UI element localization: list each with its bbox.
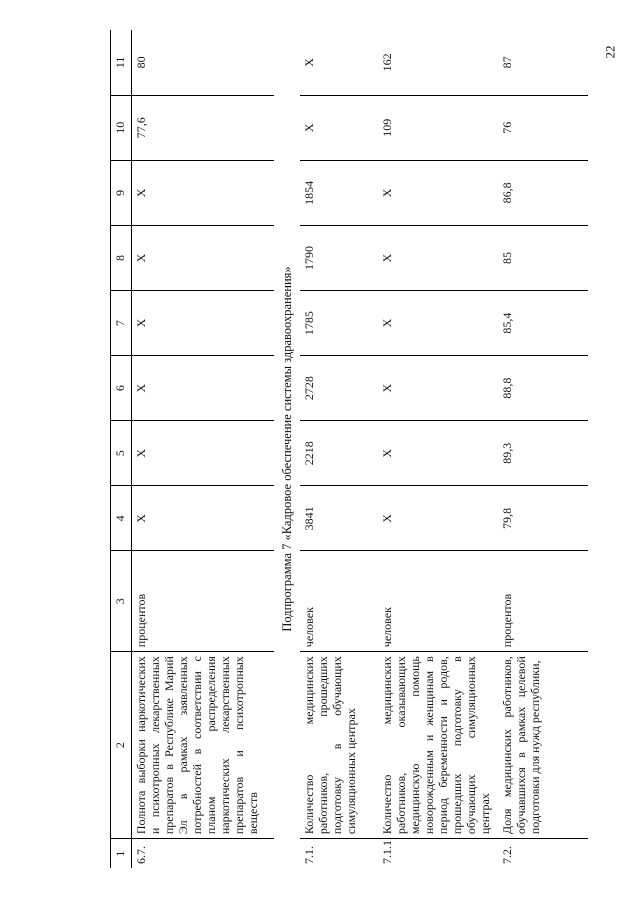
row-value: Х xyxy=(132,160,274,225)
row-value: Х xyxy=(132,486,274,551)
row-value: Х xyxy=(132,291,274,356)
header-cell: 8 xyxy=(111,225,132,290)
row-value: Х xyxy=(378,421,498,486)
row-value: 79,8 xyxy=(498,486,588,551)
row-value: 2218 xyxy=(300,421,378,486)
row-value: 80 xyxy=(132,30,274,95)
row-value: Х xyxy=(378,160,498,225)
header-cell: 7 xyxy=(111,291,132,356)
header-cell: 10 xyxy=(111,95,132,160)
row-unit: человек xyxy=(378,551,498,652)
row-value: 85 xyxy=(498,225,588,290)
header-cell: 6 xyxy=(111,356,132,421)
row-value: Х xyxy=(378,486,498,551)
row-value: 162 xyxy=(378,30,498,95)
row-value: 2728 xyxy=(300,356,378,421)
rotated-table-sheet xyxy=(110,30,639,868)
header-cell: 3 xyxy=(111,551,132,652)
row-number: 7.1.1. xyxy=(379,837,394,864)
table-row xyxy=(378,30,498,868)
row-value: 109 xyxy=(378,95,498,160)
row-value: 88,8 xyxy=(498,356,588,421)
indicators-table xyxy=(110,30,588,868)
row-number: 7.2. xyxy=(499,846,514,864)
row-value: 1785 xyxy=(300,291,378,356)
row-number: 6.7. xyxy=(134,846,148,864)
row-value: 87 xyxy=(498,30,588,95)
row-value: Х xyxy=(378,356,498,421)
header-cell: 9 xyxy=(111,160,132,225)
row-description: Количество медицинских работников, прошедших подготовку в обучающих симуляционных центрах xyxy=(300,652,378,839)
row-description: Полнота выборки наркотических и психотропных лекарственных препаратов в Республике Марий Эл в рамках заявленных потребностей в соответствии с планом распределения наркотических лекарственных препаратов и психотропных веществ xyxy=(132,652,274,839)
row-value: 89,3 xyxy=(498,421,588,486)
row-number: 7.1. xyxy=(301,846,316,864)
header-cell: 2 xyxy=(111,652,132,839)
row-value: Х xyxy=(378,291,498,356)
row-value: Х xyxy=(378,225,498,290)
row-value: 1790 xyxy=(300,225,378,290)
page-number: 22 xyxy=(602,45,618,59)
row-description: Количество медицинских работников, оказывающих медицинскую помощь новорожденным и женщинам в период беременности и родов, прошедших подготовку в обучающих симуляционных центрах xyxy=(378,652,498,839)
row-value: Х xyxy=(132,356,274,421)
header-row xyxy=(111,30,132,868)
table-row xyxy=(132,30,274,868)
row-unit: процентов xyxy=(132,551,274,652)
subprogram-title: Подпрограмма 7 «Кадровое обеспечение системы здравоохранения» xyxy=(279,266,294,632)
header-cell: 1 xyxy=(111,839,132,868)
header-cell: 11 xyxy=(111,30,132,95)
table-row xyxy=(498,30,588,868)
header-cell: 4 xyxy=(111,486,132,551)
row-value: 3841 xyxy=(300,486,378,551)
row-unit: процентов xyxy=(498,551,588,652)
row-value: 1854 xyxy=(300,160,378,225)
row-description: Доля медицинских работников, обучавшихся в рамках целевой подготовки для нужд республики, xyxy=(498,652,588,839)
row-value: 76 xyxy=(498,95,588,160)
row-value: Х xyxy=(132,225,274,290)
header-cell: 5 xyxy=(111,421,132,486)
table-row xyxy=(300,30,378,868)
row-unit: человек xyxy=(300,551,378,652)
row-value: Х xyxy=(132,421,274,486)
row-value: Х xyxy=(300,95,378,160)
row-value: 85,4 xyxy=(498,291,588,356)
row-value: 86,8 xyxy=(498,160,588,225)
row-value: 77,6 xyxy=(132,95,274,160)
subprogram-row xyxy=(274,30,300,868)
row-value: Х xyxy=(300,30,378,95)
